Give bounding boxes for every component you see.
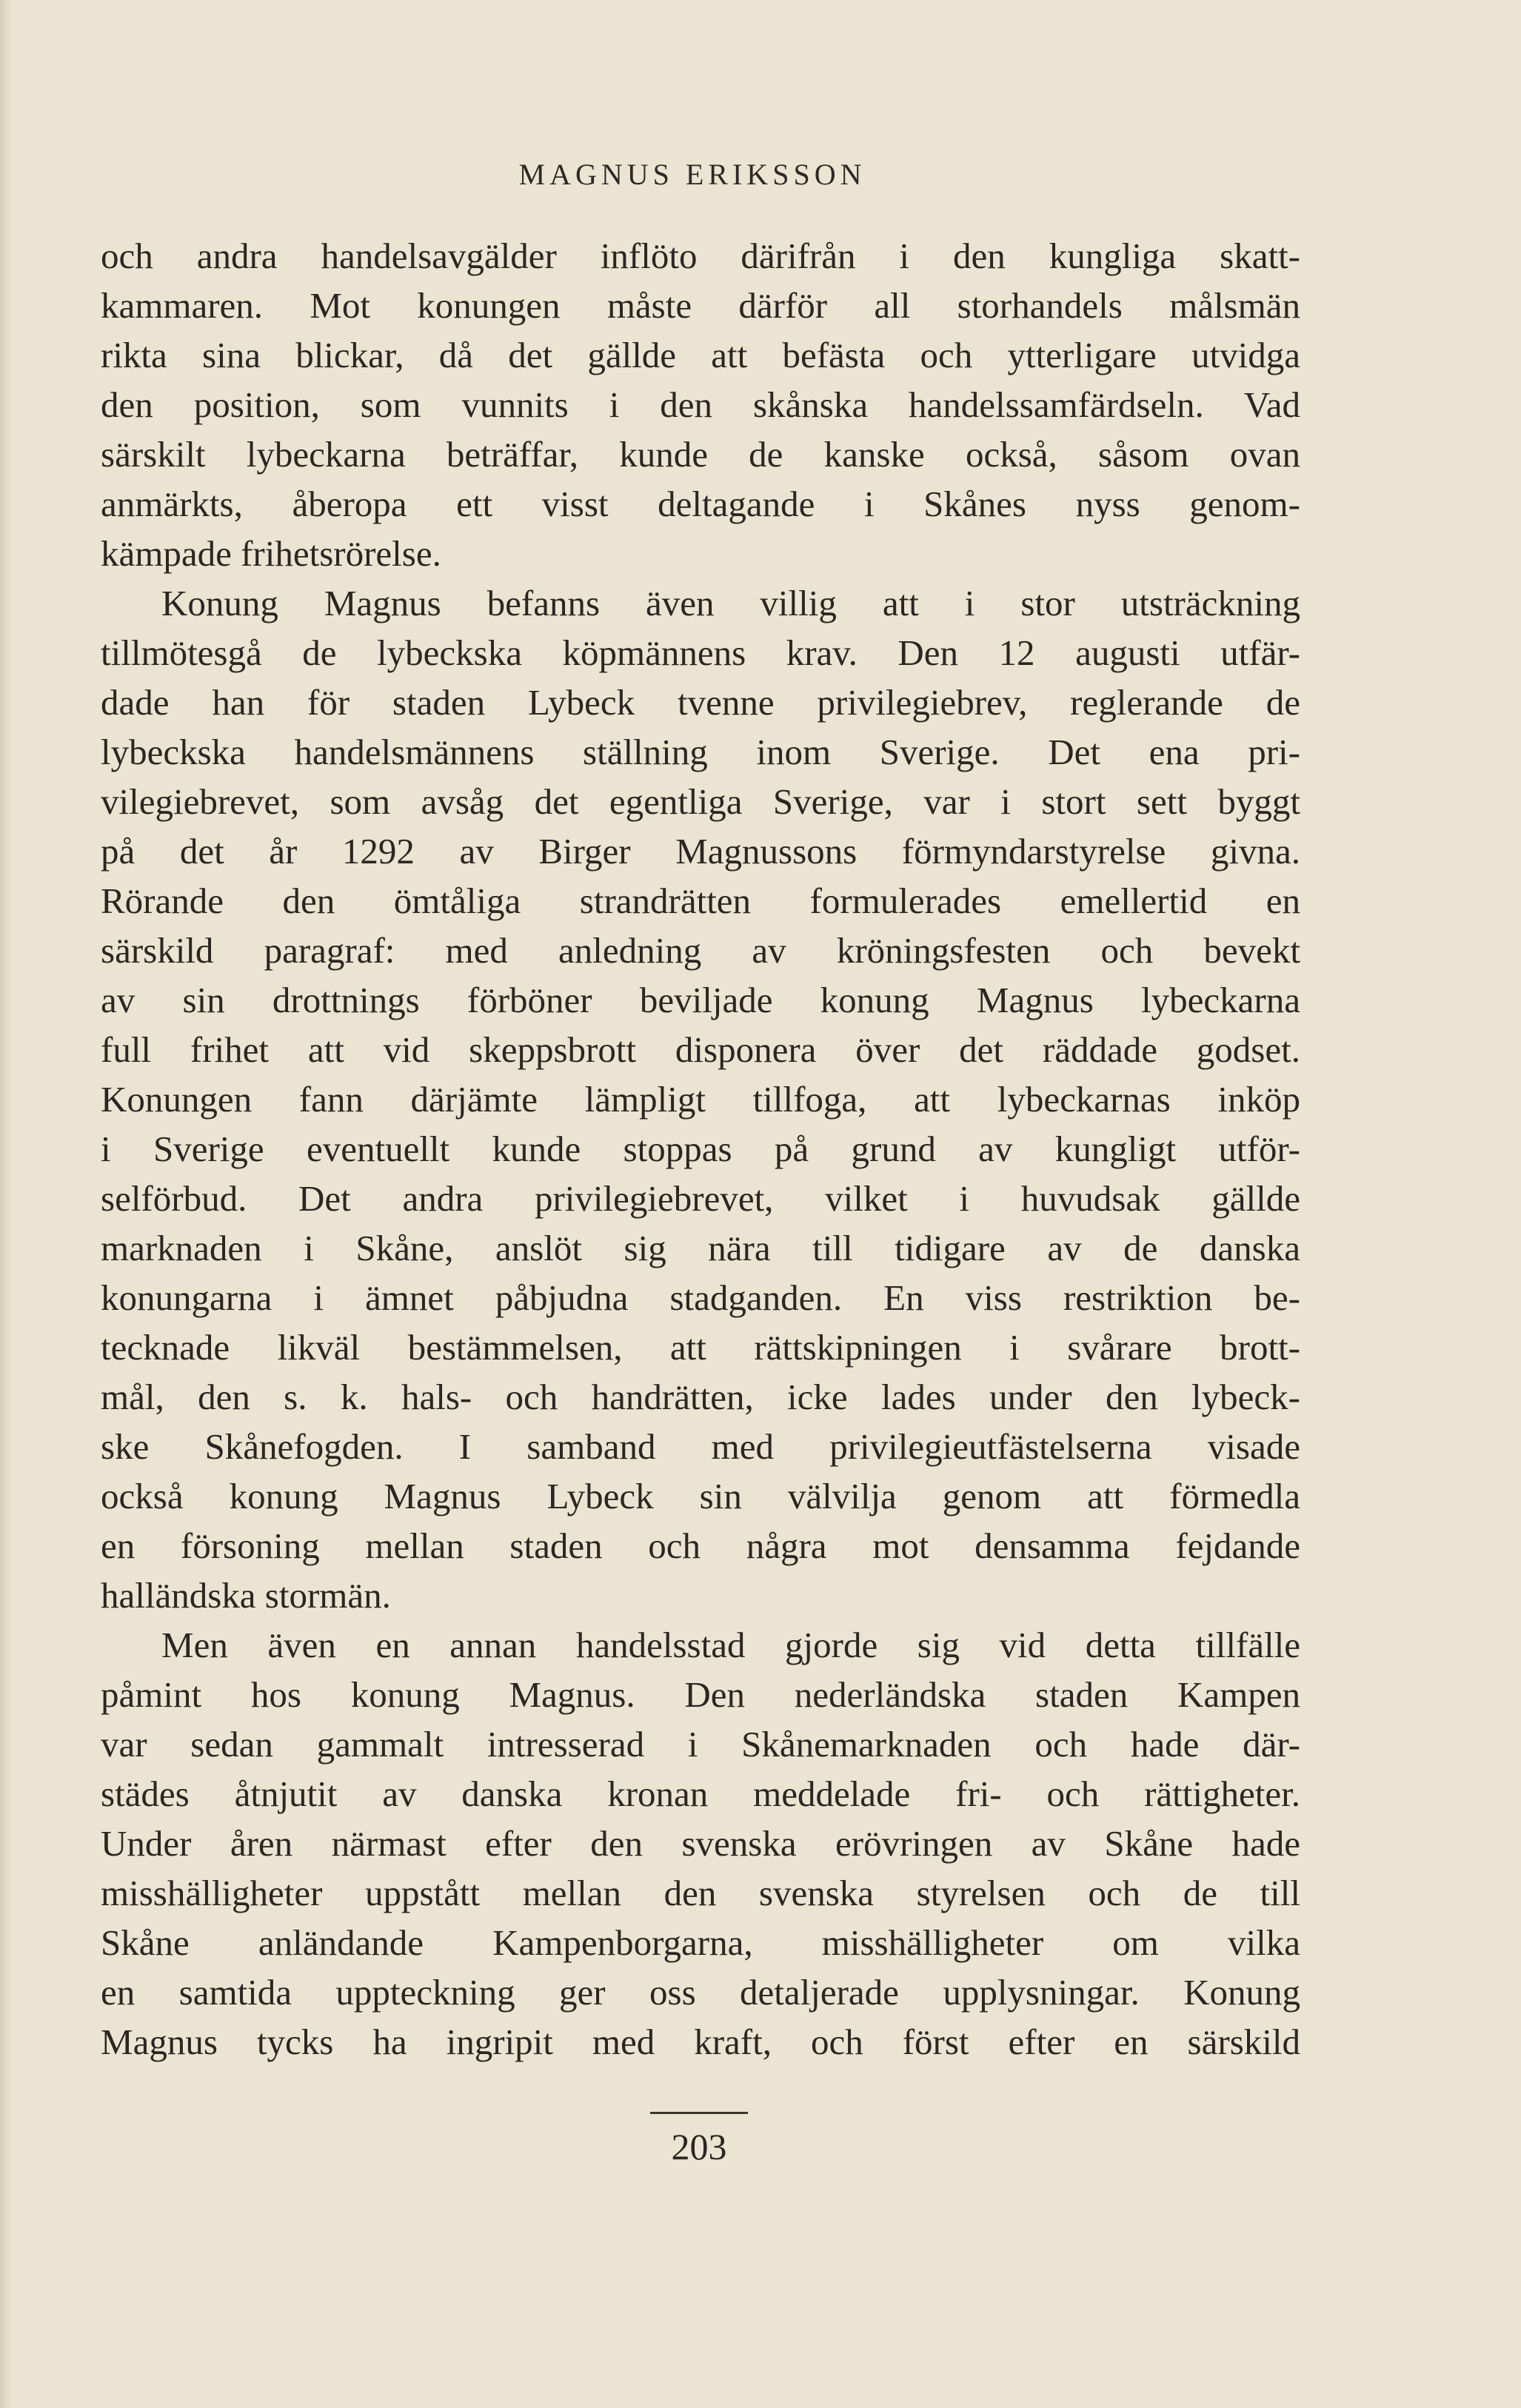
text-line: halländska stormän. <box>101 1575 391 1616</box>
text-line: en samtida uppteckning ger oss detaljerade upplysningar. Konung <box>101 1972 1300 2013</box>
text-line: särskild paragraf: med anledning av kröningsfesten och bevekt <box>101 930 1300 971</box>
footer-rule <box>650 2112 748 2114</box>
text-line: Magnus tycks ha ingripit med kraft, och först efter en särskild <box>101 2021 1300 2062</box>
text-line: marknaden i Skåne, anslöt sig nära till tidigare av de danska <box>101 1228 1300 1268</box>
page-edge-shadow <box>0 0 10 2408</box>
text-line: Rörande den ömtåliga strandrätten formulerades emellertid en <box>101 880 1300 921</box>
text-line: kammaren. Mot konungen måste därför all storhandels målsmän <box>101 285 1300 326</box>
text-line: en försoning mellan staden och några mot densamma fejdande <box>101 1525 1300 1566</box>
paragraph-start-line: Konung Magnus befanns även villig att i stor utsträckning <box>161 583 1300 623</box>
text-line: anmärkts, åberopa ett visst deltagande i Skånes nyss genom- <box>101 484 1300 524</box>
text-line: lybeckska handelsmännens ställning inom Sverige. Det ena pri- <box>101 732 1300 772</box>
text-line: och andra handelsavgälder inflöto därifrån i den kungliga skatt- <box>101 235 1300 276</box>
text-line: var sedan gammalt intresserad i Skånemarknaden och hade där- <box>101 1724 1300 1765</box>
text-line: kämpade frihetsrörelse. <box>101 533 441 574</box>
text-line: rikta sina blickar, då det gällde att befästa och ytterligare utvidga <box>101 335 1300 375</box>
paragraph-start-line: Men även en annan handelsstad gjorde sig vid detta tillfälle <box>161 1625 1300 1665</box>
text-line: misshälligheter uppstått mellan den svenska styrelsen och de till <box>101 1873 1300 1913</box>
text-line: vilegiebrevet, som avsåg det egentliga Sverige, var i stort sett byggt <box>101 781 1300 822</box>
text-line: Under åren närmast efter den svenska erövringen av Skåne hade <box>101 1823 1300 1864</box>
text-line: i Sverige eventuellt kunde stoppas på grund av kungligt utför- <box>101 1128 1300 1169</box>
text-line: tecknade likväl bestämmelsen, att rättskipningen i svårare brott- <box>101 1327 1300 1368</box>
text-line: mål, den s. k. hals- och handrätten, icke lades under den lybeck- <box>101 1377 1300 1417</box>
text-line: påmint hos konung Magnus. Den nederländska staden Kampen <box>101 1674 1300 1715</box>
text-line: av sin drottnings förböner beviljade konung Magnus lybeckarna <box>101 980 1300 1020</box>
text-line: särskilt lybeckarna beträffar, kunde de kanske också, såsom ovan <box>101 434 1300 475</box>
text-line: ske Skånefogden. I samband med privilegieutfästelserna visade <box>101 1426 1300 1467</box>
text-line: på det år 1292 av Birger Magnussons förmyndarstyrelse givna. <box>101 831 1300 872</box>
body-text <box>101 231 1300 2067</box>
text-line: den position, som vunnits i den skånska handelssamfärdseln. Vad <box>101 384 1300 425</box>
page-number: 203 <box>671 2126 727 2167</box>
text-line: städes åtnjutit av danska kronan meddelade fri- och rättigheter. <box>101 1773 1300 1814</box>
text-line: tillmötesgå de lybeckska köpmännens krav. Den 12 augusti utfär- <box>101 632 1300 673</box>
text-line: dade han för staden Lybeck tvenne privilegiebrev, reglerande de <box>101 682 1300 723</box>
running-header: MAGNUS ERIKSSON <box>518 158 866 191</box>
text-line: Skåne anländande Kampenborgarna, misshälligheter om vilka <box>101 1922 1300 1963</box>
text-line: konungarna i ämnet påbjudna stadganden. En viss restriktion be- <box>101 1277 1300 1318</box>
text-line: full frihet att vid skeppsbrott disponera över det räddade godset. <box>101 1029 1300 1070</box>
text-line: också konung Magnus Lybeck sin välvilja genom att förmedla <box>101 1476 1300 1516</box>
text-line: Konungen fann därjämte lämpligt tillfoga, att lybeckarnas inköp <box>101 1079 1300 1120</box>
text-line: selförbud. Det andra privilegiebrevet, vilket i huvudsak gällde <box>101 1178 1300 1219</box>
